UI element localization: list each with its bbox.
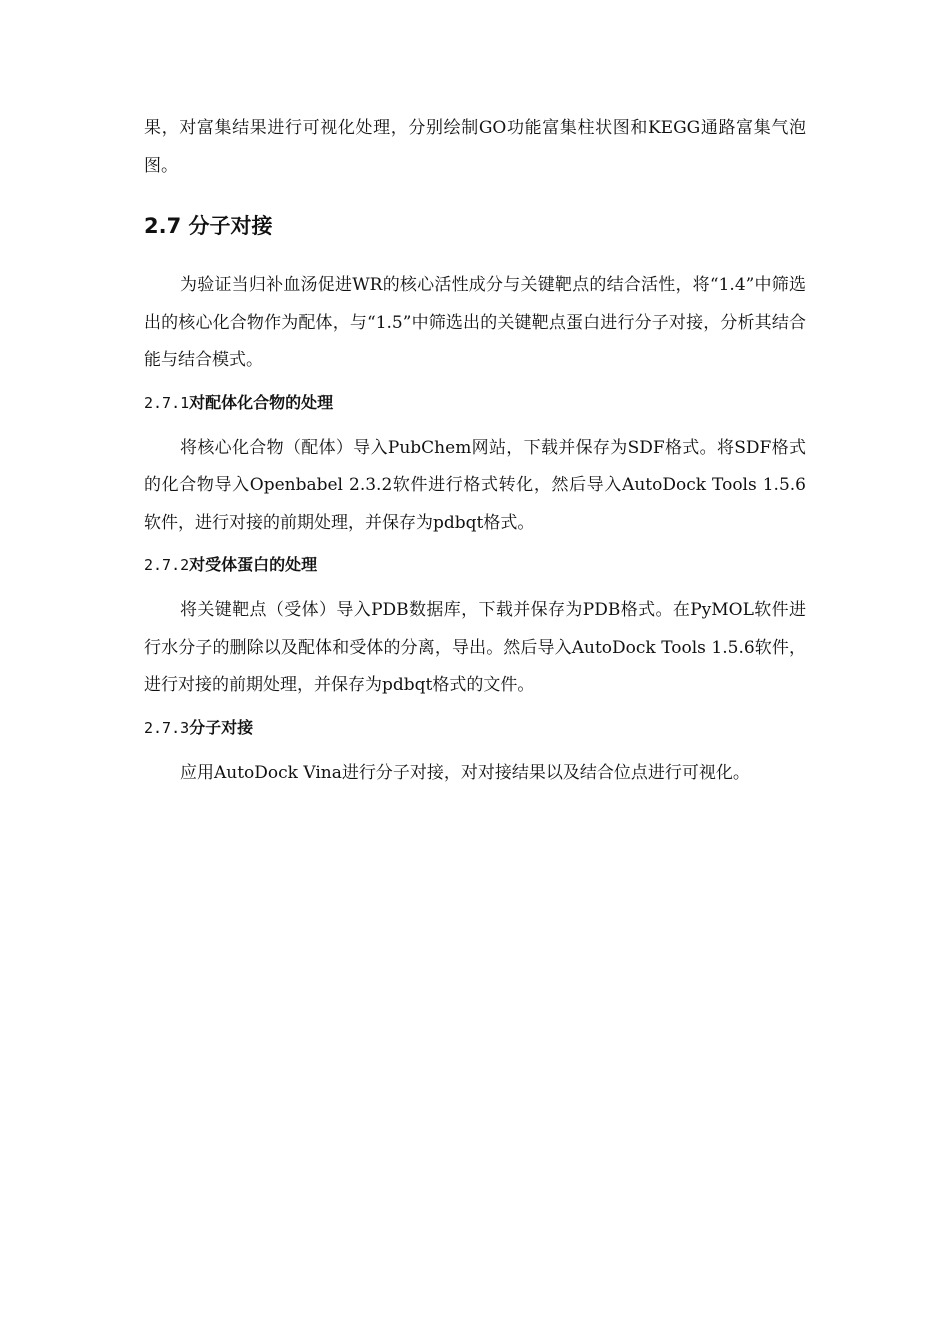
- subsection-heading-2-7-2: [144, 552, 806, 578]
- subsection-number: 2.7.2: [144, 556, 190, 574]
- section-2-7-intro-paragraph: 为验证当归补血汤促进WR的核心活性成分与关键靶点的结合活性，将“1.4”中筛选出的核心化合物作为配体，与“1.5”中筛选出的关键靶点蛋白进行分子对接，分析其结合能与结合模式。: [144, 275, 806, 370]
- subsection-heading-2-7-3: [144, 715, 806, 741]
- subsection-2-7-1-paragraph: 将核心化合物（配体）导入PubChem网站，下载并保存为SDF格式。将SDF格式的化合物导入Openbabel 2.3.2软件进行格式转化，然后导入AutoDock Tools 1.5.6软件，进行对接的前期处理，并保存为pdbqt格式。: [144, 437, 806, 533]
- subsection-2-7-2-paragraph: 将关键靶点（受体）导入PDB数据库，下载并保存为PDB格式。在PyMOL软件进行水分子的删除以及配体和受体的分离，导出。然后导入AutoDock Tools 1.5.6软件，进行对接的前期处理，并保存为pdbqt格式的文件。: [144, 600, 806, 695]
- subsection-title: 分子对接: [189, 717, 254, 737]
- document-body: [144, 110, 806, 792]
- continued-paragraph: 果，对富集结果进行可视化处理，分别绘制GO功能富集柱状图和KEGG通路富集气泡图。: [144, 118, 806, 176]
- subsection-title: 对受体蛋白的处理: [189, 555, 318, 574]
- subsection-2-7-3-paragraph: 应用AutoDock Vina进行分子对接，对对接结果以及结合位点进行可视化。: [180, 762, 750, 783]
- subsection-number: 2.7.3: [144, 718, 190, 737]
- subsection-number: 2.7.1: [144, 393, 190, 412]
- subsection-heading-2-7-1: [144, 390, 806, 416]
- subsection-title: 对配体化合物的处理: [189, 392, 334, 412]
- section-heading-2-7: 2.7 分子对接: [144, 214, 273, 238]
